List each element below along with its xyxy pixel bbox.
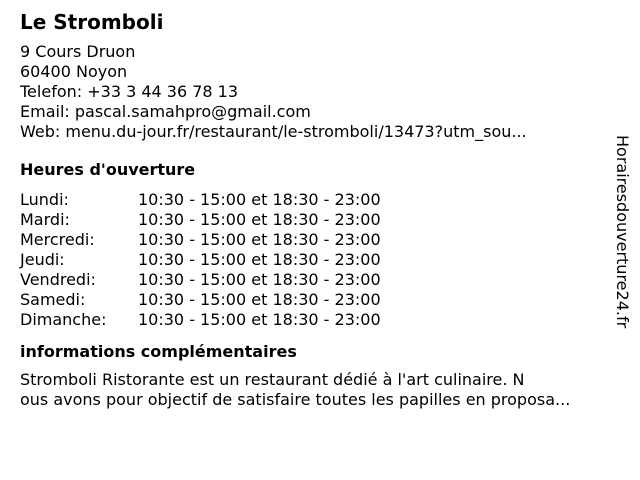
additional-info-heading: informations complémentaires bbox=[20, 342, 297, 361]
day-times: 10:30 - 15:00 et 18:30 - 23:00 bbox=[138, 230, 381, 249]
hours-row bbox=[20, 270, 381, 290]
phone-number: Telefon: +33 3 44 36 78 13 bbox=[20, 82, 239, 101]
day-times: 10:30 - 15:00 et 18:30 - 23:00 bbox=[138, 190, 381, 209]
email-address: Email: pascal.samahpro@gmail.com bbox=[20, 102, 311, 121]
address-street: 9 Cours Druon bbox=[20, 42, 136, 61]
hours-row bbox=[20, 190, 381, 210]
site-watermark: Horairesdouverture24.fr bbox=[613, 135, 632, 329]
day-label: Samedi: bbox=[20, 290, 86, 309]
day-label: Jeudi: bbox=[20, 250, 65, 269]
day-times: 10:30 - 15:00 et 18:30 - 23:00 bbox=[138, 270, 381, 289]
day-times: 10:30 - 15:00 et 18:30 - 23:00 bbox=[138, 250, 381, 269]
day-label: Vendredi: bbox=[20, 270, 96, 289]
business-name: Le Stromboli bbox=[20, 10, 164, 34]
day-label: Dimanche: bbox=[20, 310, 107, 329]
day-label: Lundi: bbox=[20, 190, 69, 209]
description-line-2: ous avons pour objectif de satisfaire toutes les papilles en proposa... bbox=[20, 390, 571, 409]
hours-row bbox=[20, 310, 381, 330]
website-url: Web: menu.du-jour.fr/restaurant/le-stromboli/13473?utm_sou... bbox=[20, 122, 527, 141]
opening-hours-heading: Heures d'ouverture bbox=[20, 160, 196, 179]
business-card bbox=[20, 10, 610, 410]
opening-hours-table bbox=[20, 190, 381, 330]
contact-block bbox=[20, 42, 610, 142]
day-times: 10:30 - 15:00 et 18:30 - 23:00 bbox=[138, 210, 381, 229]
hours-row bbox=[20, 230, 381, 250]
hours-row bbox=[20, 290, 381, 310]
address-city: 60400 Noyon bbox=[20, 62, 128, 81]
day-label: Mercredi: bbox=[20, 230, 95, 249]
hours-row bbox=[20, 250, 381, 270]
day-times: 10:30 - 15:00 et 18:30 - 23:00 bbox=[138, 290, 381, 309]
day-times: 10:30 - 15:00 et 18:30 - 23:00 bbox=[138, 310, 381, 329]
hours-row bbox=[20, 210, 381, 230]
day-label: Mardi: bbox=[20, 210, 70, 229]
description-line-1: Stromboli Ristorante est un restaurant dédié à l'art culinaire. N bbox=[20, 370, 525, 389]
